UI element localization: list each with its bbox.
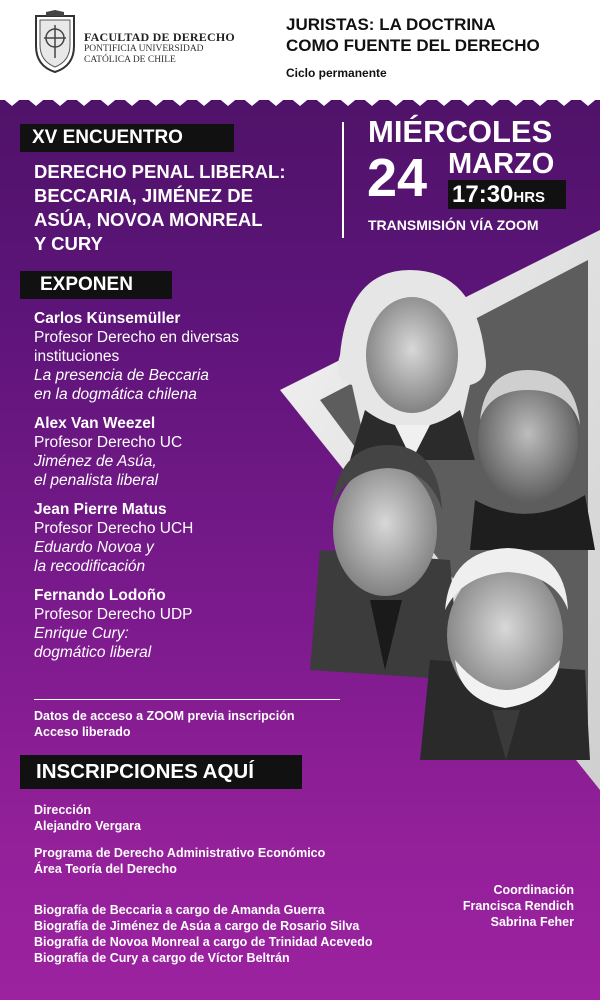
coordinacion-name: Francisca Rendich <box>462 899 574 913</box>
speaker-name: Jean Pierre Matus <box>34 501 167 518</box>
speaker-talk: Jiménez de Asúa, <box>34 453 157 470</box>
speaker-name: Fernando Lodoño <box>34 587 166 604</box>
university-crest-icon <box>32 10 78 74</box>
horizontal-divider <box>34 699 340 700</box>
speaker-talk: el penalista liberal <box>34 472 159 489</box>
biografia-line: Biografía de Cury a cargo de Víctor Beltrán <box>34 951 290 965</box>
speaker-item <box>34 414 324 490</box>
access-free: Acceso liberado <box>34 725 131 739</box>
speaker-item <box>34 586 324 662</box>
speaker-talk: dogmático liberal <box>34 644 152 661</box>
programa-block <box>34 845 325 877</box>
speaker-role: Profesor Derecho UCH <box>34 520 194 537</box>
biografia-line: Biografía de Novoa Monreal a cargo de Trinidad Acevedo <box>34 935 373 949</box>
event-modality: TRANSMISIÓN VÍA ZOOM <box>368 217 539 233</box>
event-title-line: Y CURY <box>34 233 103 254</box>
direccion-block <box>34 802 141 834</box>
speaker-item <box>34 500 324 576</box>
university-name-line1: PONTIFICIA UNIVERSIDAD <box>84 44 204 54</box>
speaker-talk: la recodificación <box>34 558 146 575</box>
event-month: MARZO <box>448 148 555 180</box>
programa-line: Programa de Derecho Administrativo Económico <box>34 846 326 860</box>
event-time-unit: HRS <box>513 189 546 206</box>
vertical-divider <box>342 122 344 238</box>
biografias-block <box>34 902 373 966</box>
speaker-talk: La presencia de Beccaria <box>34 367 209 384</box>
cycle-title-line1: JURISTAS: LA DOCTRINA <box>286 15 496 34</box>
speaker-talk: Enrique Cury: <box>34 625 129 642</box>
event-title-line: ASÚA, NOVOA MONREAL <box>34 209 263 230</box>
access-info: Datos de acceso a ZOOM previa inscripción <box>34 709 295 723</box>
speaker-role: Profesor Derecho en diversas <box>34 329 240 346</box>
encuentro-label: XV ENCUENTRO <box>20 124 234 152</box>
event-time <box>448 180 566 209</box>
speaker-talk: en la dogmática chilena <box>34 386 197 403</box>
programa-line: Área Teoría del Derecho <box>34 862 177 876</box>
header <box>0 0 600 100</box>
exponen-label: EXPONEN <box>20 271 172 299</box>
cycle-title <box>286 14 540 56</box>
event-time-value: 17:30 <box>452 181 514 208</box>
speaker-role: Profesor Derecho UC <box>34 434 183 451</box>
event-title-line: BECCARIA, JIMÉNEZ DE <box>34 185 253 206</box>
zigzag-divider <box>0 92 600 108</box>
coordinacion-label: Coordinación <box>493 883 574 897</box>
speaker-talk: Eduardo Novoa y <box>34 539 154 556</box>
speakers-list <box>34 309 324 672</box>
inscripciones-button[interactable]: INSCRIPCIONES AQUÍ <box>20 755 302 789</box>
speaker-name: Alex Van Weezel <box>34 415 156 432</box>
university-name-line2: CATÓLICA DE CHILE <box>84 55 176 65</box>
cycle-subtitle: Ciclo permanente <box>286 66 387 80</box>
event-weekday: MIÉRCOLES <box>368 114 553 149</box>
direccion-label: Dirección <box>34 803 91 817</box>
coordinacion-block <box>463 882 574 930</box>
cycle-title-line2: COMO FUENTE DEL DERECHO <box>286 36 540 55</box>
portrait-beccaria <box>338 270 486 460</box>
event-day: 24 <box>367 148 428 208</box>
speaker-role: Profesor Derecho UDP <box>34 606 193 623</box>
direccion-name: Alejandro Vergara <box>34 819 141 833</box>
biografia-line: Biografía de Jiménez de Asúa a cargo de Rosario Silva <box>34 919 360 933</box>
speaker-role: instituciones <box>34 348 120 365</box>
coordinacion-name: Sabrina Feher <box>490 915 574 929</box>
speaker-item <box>34 309 324 404</box>
biografia-line: Biografía de Beccaria a cargo de Amanda Guerra <box>34 903 325 917</box>
speaker-name: Carlos Künsemüller <box>34 310 181 327</box>
faculty-name: FACULTAD DE DERECHO <box>84 30 235 44</box>
event-title-line: DERECHO PENAL LIBERAL: <box>34 161 286 182</box>
